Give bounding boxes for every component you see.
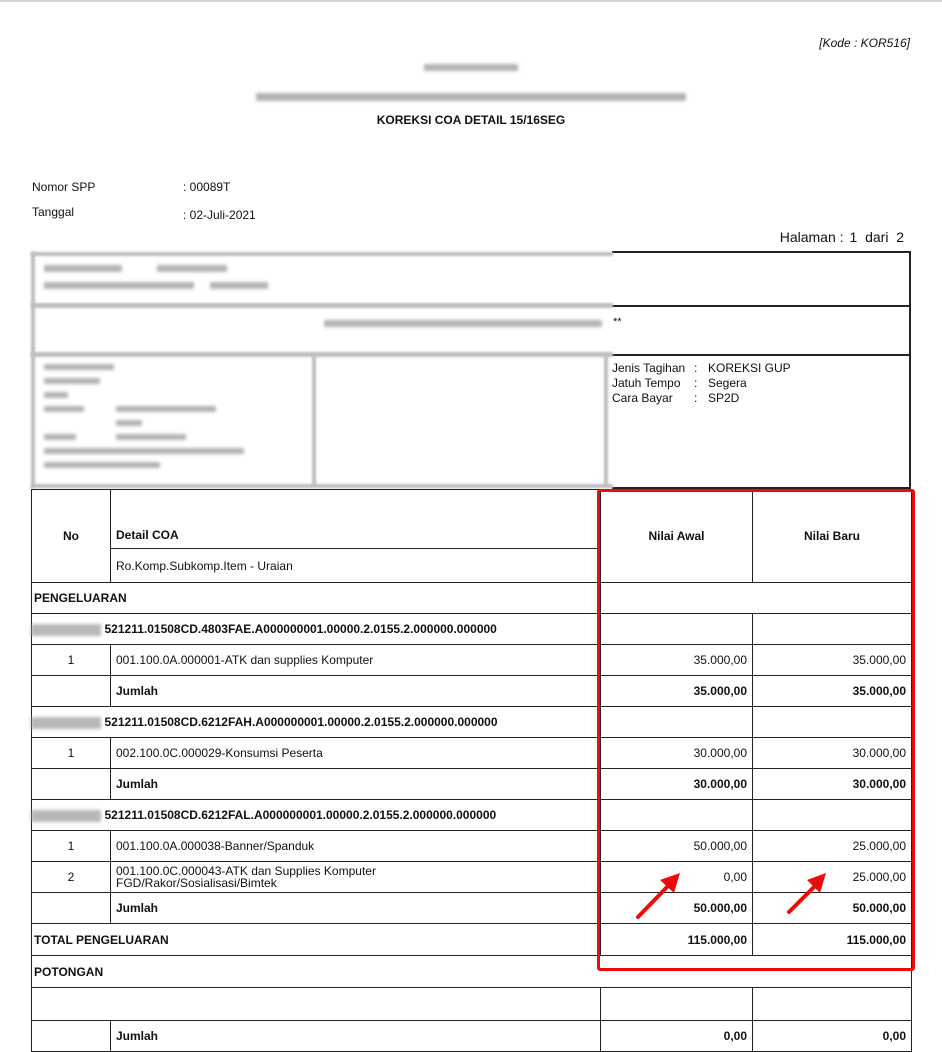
jenis-tagihan-value: KOREKSI GUP [708, 361, 791, 375]
empty-cell [32, 988, 601, 1021]
jumlah-row [32, 769, 912, 800]
redacted-border [31, 352, 613, 357]
colon: : [694, 391, 698, 405]
item-no: 1 [32, 831, 111, 862]
header-no: No [32, 490, 111, 583]
redacted-heading-line-1 [424, 64, 518, 71]
empty-cell [601, 614, 753, 645]
jumlah-label: Jumlah [111, 893, 601, 924]
redacted-text [44, 406, 84, 412]
header-nilai-baru: Nilai Baru [753, 490, 912, 583]
jatuh-tempo-label: Jatuh Tempo [612, 376, 681, 390]
empty-cell [601, 583, 912, 614]
tanggal-label: Tanggal [32, 205, 75, 219]
group-code-text: 521211.01508CD.6212FAL.A000000001.00000.2.0155.2.000000.000000 [104, 808, 497, 822]
item-uraian-line-1: 001.100.0C.000043-ATK dan Supplies Komputer [116, 864, 376, 878]
total-nilai-awal: 115.000,00 [601, 924, 753, 956]
header-box-divider-2 [612, 354, 911, 356]
colon: : [694, 361, 698, 375]
redacted-text [44, 378, 100, 384]
group-code [104, 614, 601, 645]
empty-cell [601, 988, 753, 1021]
section-row [32, 583, 912, 614]
item-nilai-baru: 25.000,00 [753, 862, 912, 893]
total-label: TOTAL PENGELUARAN [32, 924, 601, 956]
jumlah-nilai-baru: 50.000,00 [753, 893, 912, 924]
redacted-border [312, 354, 316, 486]
redacted-text [157, 265, 227, 272]
item-nilai-baru: 25.000,00 [753, 831, 912, 862]
jumlah-nilai-awal: 35.000,00 [601, 676, 753, 707]
jumlah-label: Jumlah [111, 1021, 601, 1052]
redacted-prefix [31, 624, 101, 636]
jumlah-row [32, 1021, 912, 1052]
asterisks: ** [613, 316, 622, 328]
item-no: 1 [32, 738, 111, 769]
redacted-border [31, 484, 613, 488]
item-uraian: 002.100.0C.000029-Konsumsi Peserta [111, 738, 601, 769]
redacted-border [604, 354, 608, 486]
table-header-row [32, 490, 912, 549]
redacted-border [31, 252, 35, 488]
redacted-border [31, 252, 613, 256]
jumlah-nilai-baru: 0,00 [753, 1021, 912, 1052]
item-nilai-awal: 30.000,00 [601, 738, 753, 769]
table-row [32, 862, 912, 893]
jumlah-nilai-awal: 0,00 [601, 1021, 753, 1052]
section-row [32, 956, 912, 988]
item-nilai-baru: 35.000,00 [753, 645, 912, 676]
colon: : [694, 376, 698, 390]
redacted-text [210, 282, 268, 289]
jumlah-row [32, 676, 912, 707]
empty-cell [753, 614, 912, 645]
item-uraian-line-2: FGD/Rakor/Sosialisasi/Bimtek [116, 876, 277, 890]
empty-cell [32, 676, 111, 707]
report-code: [Kode : KOR516] [819, 36, 910, 50]
halaman-value: 1 dari 2 [849, 229, 904, 245]
cara-bayar-value: SP2D [708, 391, 740, 405]
redacted-text [44, 392, 68, 398]
page-top-divider [0, 0, 942, 2]
jumlah-label: Jumlah [111, 769, 601, 800]
table-row [32, 738, 912, 769]
table-row [32, 831, 912, 862]
item-uraian: 001.100.0A.000038-Banner/Spanduk [111, 831, 601, 862]
table-row [32, 645, 912, 676]
redacted-text [116, 406, 216, 412]
jenis-tagihan-label: Jenis Tagihan [612, 361, 686, 375]
redacted-prefix [31, 810, 101, 822]
item-uraian: 001.100.0A.000001-ATK dan supplies Komputer [111, 645, 601, 676]
item-nilai-awal: 0,00 [601, 862, 753, 893]
redacted-text [44, 462, 160, 468]
nomor-spp-label: Nomor SPP [32, 180, 96, 194]
cara-bayar-row [612, 391, 791, 406]
redacted-text [116, 434, 186, 440]
redacted-text [324, 320, 602, 327]
item-nilai-awal: 35.000,00 [601, 645, 753, 676]
header-box-divider-1 [612, 305, 911, 307]
cara-bayar-label: Cara Bayar [612, 391, 673, 405]
item-no: 2 [32, 862, 111, 893]
redacted-text [116, 420, 142, 426]
header-box-top-border [612, 251, 911, 253]
redacted-text [44, 265, 122, 272]
empty-cell [753, 988, 912, 1021]
header-detail-sub: Ro.Komp.Subkomp.Item - Uraian [111, 549, 601, 583]
redacted-prefix [31, 717, 101, 729]
payment-info [612, 361, 791, 406]
item-no: 1 [32, 645, 111, 676]
redacted-border [31, 303, 613, 308]
redacted-text [44, 282, 194, 289]
document-title: KOREKSI COA DETAIL 15/16SEG [376, 113, 566, 127]
jatuh-tempo-value: Segera [708, 376, 747, 390]
group-header-row [32, 800, 912, 831]
redacted-text [44, 434, 76, 440]
halaman-label: Halaman : [779, 229, 844, 245]
redacted-text [44, 448, 244, 454]
group-code [104, 707, 601, 738]
total-nilai-baru: 115.000,00 [753, 924, 912, 956]
nomor-spp-value: : 00089T [183, 180, 231, 194]
section-pengeluaran: PENGELUARAN [32, 583, 601, 614]
empty-cell [601, 800, 753, 831]
empty-cell [32, 1021, 111, 1052]
jumlah-nilai-awal: 30.000,00 [601, 769, 753, 800]
jenis-tagihan-row [612, 361, 791, 376]
group-code-text: 521211.01508CD.4803FAE.A000000001.00000.2.0155.2.000000.000000 [104, 622, 497, 636]
group-code [104, 800, 601, 831]
header-detail-coa: Detail COA [111, 490, 601, 549]
jumlah-nilai-awal: 50.000,00 [601, 893, 753, 924]
item-uraian [111, 862, 601, 893]
empty-cell [601, 707, 753, 738]
jumlah-nilai-baru: 30.000,00 [753, 769, 912, 800]
group-header-row [32, 614, 912, 645]
header-nilai-awal: Nilai Awal [601, 490, 753, 583]
section-potongan: POTONGAN [32, 956, 912, 988]
empty-cell [753, 707, 912, 738]
item-nilai-baru: 30.000,00 [753, 738, 912, 769]
empty-cell [32, 769, 111, 800]
empty-row [32, 988, 912, 1021]
total-row [32, 924, 912, 956]
tanggal-value: : 02-Juli-2021 [183, 208, 256, 222]
redacted-heading-line-2 [256, 93, 686, 101]
redacted-text [44, 364, 114, 370]
item-nilai-awal: 50.000,00 [601, 831, 753, 862]
jumlah-nilai-baru: 35.000,00 [753, 676, 912, 707]
group-code-text: 521211.01508CD.6212FAH.A000000001.00000.2.0155.2.000000.000000 [104, 715, 498, 729]
page-indicator [780, 229, 904, 245]
empty-cell [32, 893, 111, 924]
empty-cell [753, 800, 912, 831]
jatuh-tempo-row [612, 376, 791, 391]
jumlah-row [32, 893, 912, 924]
header-box-right-border [909, 251, 911, 489]
coa-table [31, 489, 912, 1052]
jumlah-label: Jumlah [111, 676, 601, 707]
group-header-row [32, 707, 912, 738]
